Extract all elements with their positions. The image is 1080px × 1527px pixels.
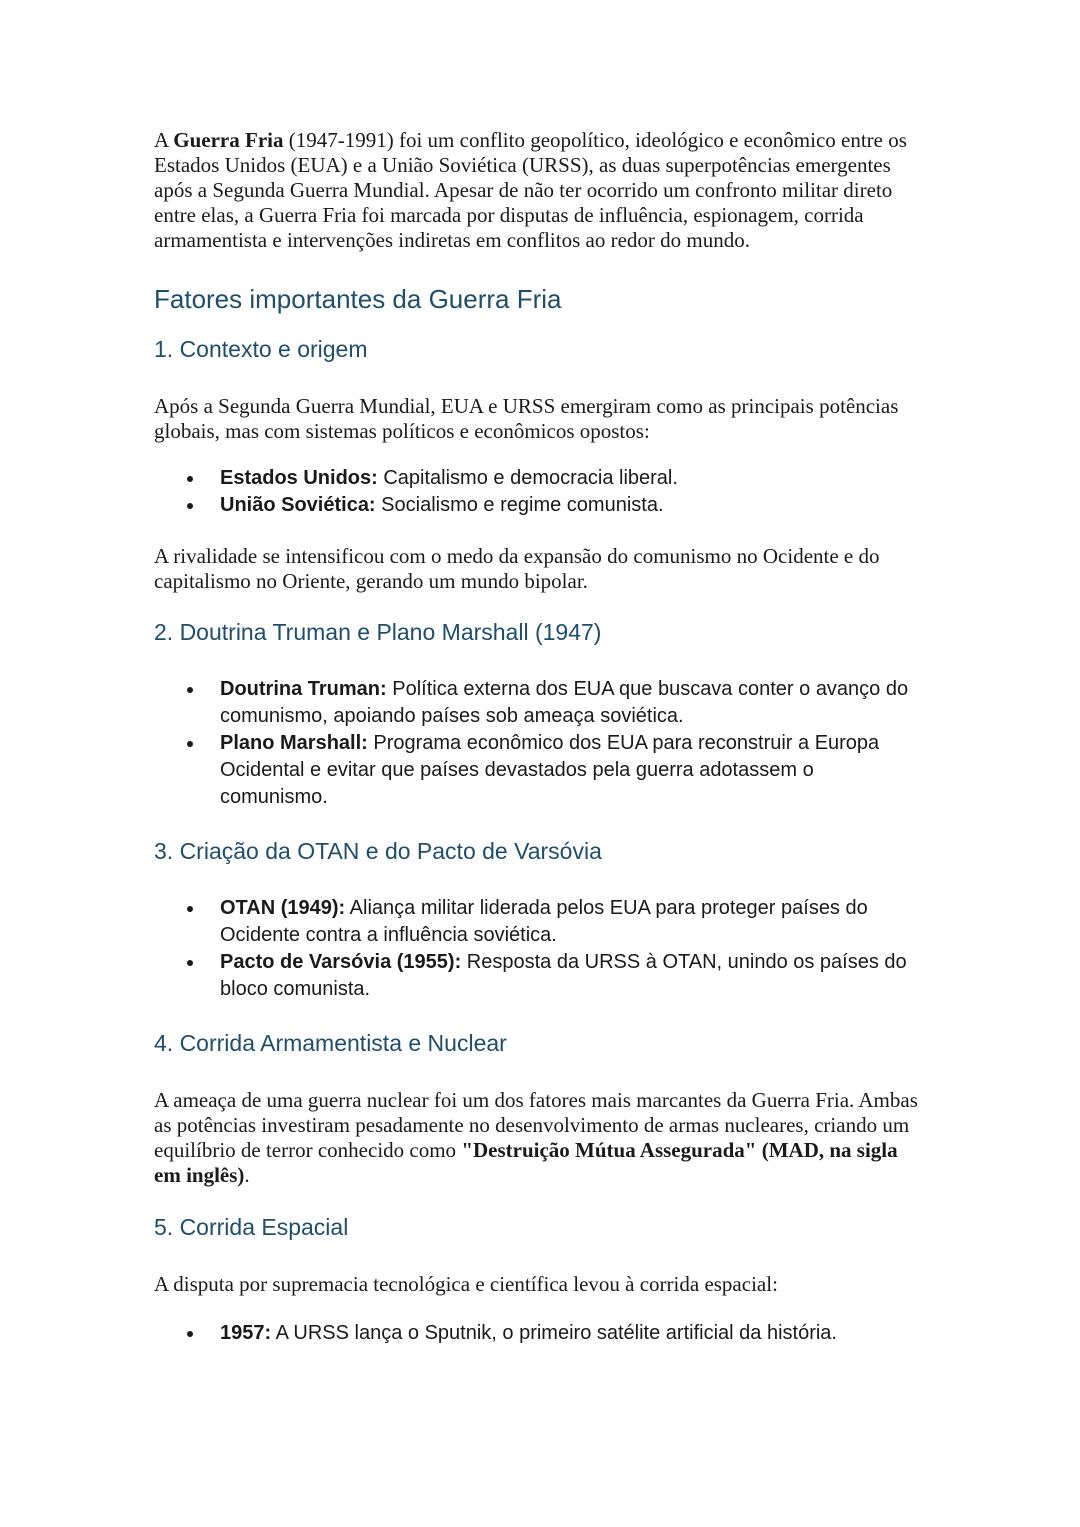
section-1-list <box>154 465 924 519</box>
intro-bold-term: Guerra Fria <box>173 128 284 152</box>
intro-text-start: A <box>154 128 174 152</box>
list-item <box>220 949 924 1003</box>
section-5-paragraph: A disputa por supremacia tecnológica e científica levou à corrida espacial: <box>154 1272 778 1296</box>
list-item <box>220 895 924 949</box>
section-4-text-end: . <box>244 1163 250 1187</box>
list-item-text: Programa econômico dos EUA para reconstruir a Europa Ocidental e evitar que países devastados pela guerra adotassem o comunismo. <box>220 732 880 808</box>
section-2-list <box>154 676 924 811</box>
list-item <box>220 676 924 730</box>
section-4-heading: 4. Corrida Armamentista e Nuclear <box>154 1030 507 1056</box>
section-5-heading: 5. Corrida Espacial <box>154 1214 349 1240</box>
list-item <box>220 730 924 811</box>
list-item <box>220 492 924 519</box>
list-item <box>220 465 924 492</box>
list-item-text: Capitalismo e democracia liberal. <box>377 467 678 489</box>
list-item-text: A URSS lança o Sputnik, o primeiro satélite artificial da história. <box>271 1322 837 1344</box>
list-item-text: Aliança militar liderada pelos EUA para proteger países do Ocidente contra a influência soviética. <box>220 897 868 946</box>
list-item-term: Plano Marshall: <box>220 732 368 754</box>
intro-paragraph <box>154 128 924 253</box>
list-item-text: Resposta da URSS à OTAN, unindo os países do bloco comunista. <box>220 951 907 1000</box>
list-item-term: 1957: <box>220 1322 272 1344</box>
main-heading: Fatores importantes da Guerra Fria <box>154 284 562 314</box>
list-item-term: União Soviética: <box>220 494 376 516</box>
list-item-text: Socialismo e regime comunista. <box>375 494 664 516</box>
section-1-paragraph: Após a Segunda Guerra Mundial, EUA e URSS emergiram como as principais potências globais, mas com sistemas políticos e econômicos opostos: <box>154 394 899 443</box>
list-item-term: OTAN (1949): <box>220 897 346 919</box>
document-page <box>154 128 924 1347</box>
list-item-term: Pacto de Varsóvia (1955): <box>220 951 462 973</box>
section-4-text: A ameaça de uma guerra nuclear foi um dos fatores mais marcantes da Guerra Fria. Ambas as potências investiram pesadamente no desenvolvimento de armas nucleares, criando um equilíbrio de terror conhecido como <box>154 1088 918 1162</box>
intro-text-rest: (1947-1991) foi um conflito geopolítico, ideológico e econômico entre os Estados Unidos (EUA) e a União Soviética (URSS), as duas superpotências emergentes após a Segunda Guerra Mundial. Apesar de não ter ocorrido um confronto militar direto entre elas, a Guerra Fria foi marcada por disputas de influência, espionagem, corrida armamentista e intervenções indiretas em conflitos ao redor do mundo. <box>154 128 907 252</box>
section-3-heading: 3. Criação da OTAN e do Pacto de Varsóvia <box>154 838 602 864</box>
list-item-term: Estados Unidos: <box>220 467 378 489</box>
section-4-bold-term: "Destruição Mútua Assegurada" (MAD, na sigla em inglês) <box>154 1138 898 1187</box>
list-item-text: Política externa dos EUA que buscava conter o avanço do comunismo, apoiando países sob ameaça soviética. <box>220 678 909 727</box>
section-2-heading: 2. Doutrina Truman e Plano Marshall (1947) <box>154 619 602 645</box>
list-item-term: Doutrina Truman: <box>220 678 387 700</box>
section-1-paragraph-after: A rivalidade se intensificou com o medo da expansão do comunismo no Ocidente e do capitalismo no Oriente, gerando um mundo bipolar. <box>154 544 880 593</box>
section-4-paragraph <box>154 1088 924 1188</box>
section-1-heading: 1. Contexto e origem <box>154 336 368 362</box>
section-3-list <box>154 895 924 1003</box>
section-5-list <box>154 1320 924 1347</box>
list-item <box>220 1320 924 1347</box>
